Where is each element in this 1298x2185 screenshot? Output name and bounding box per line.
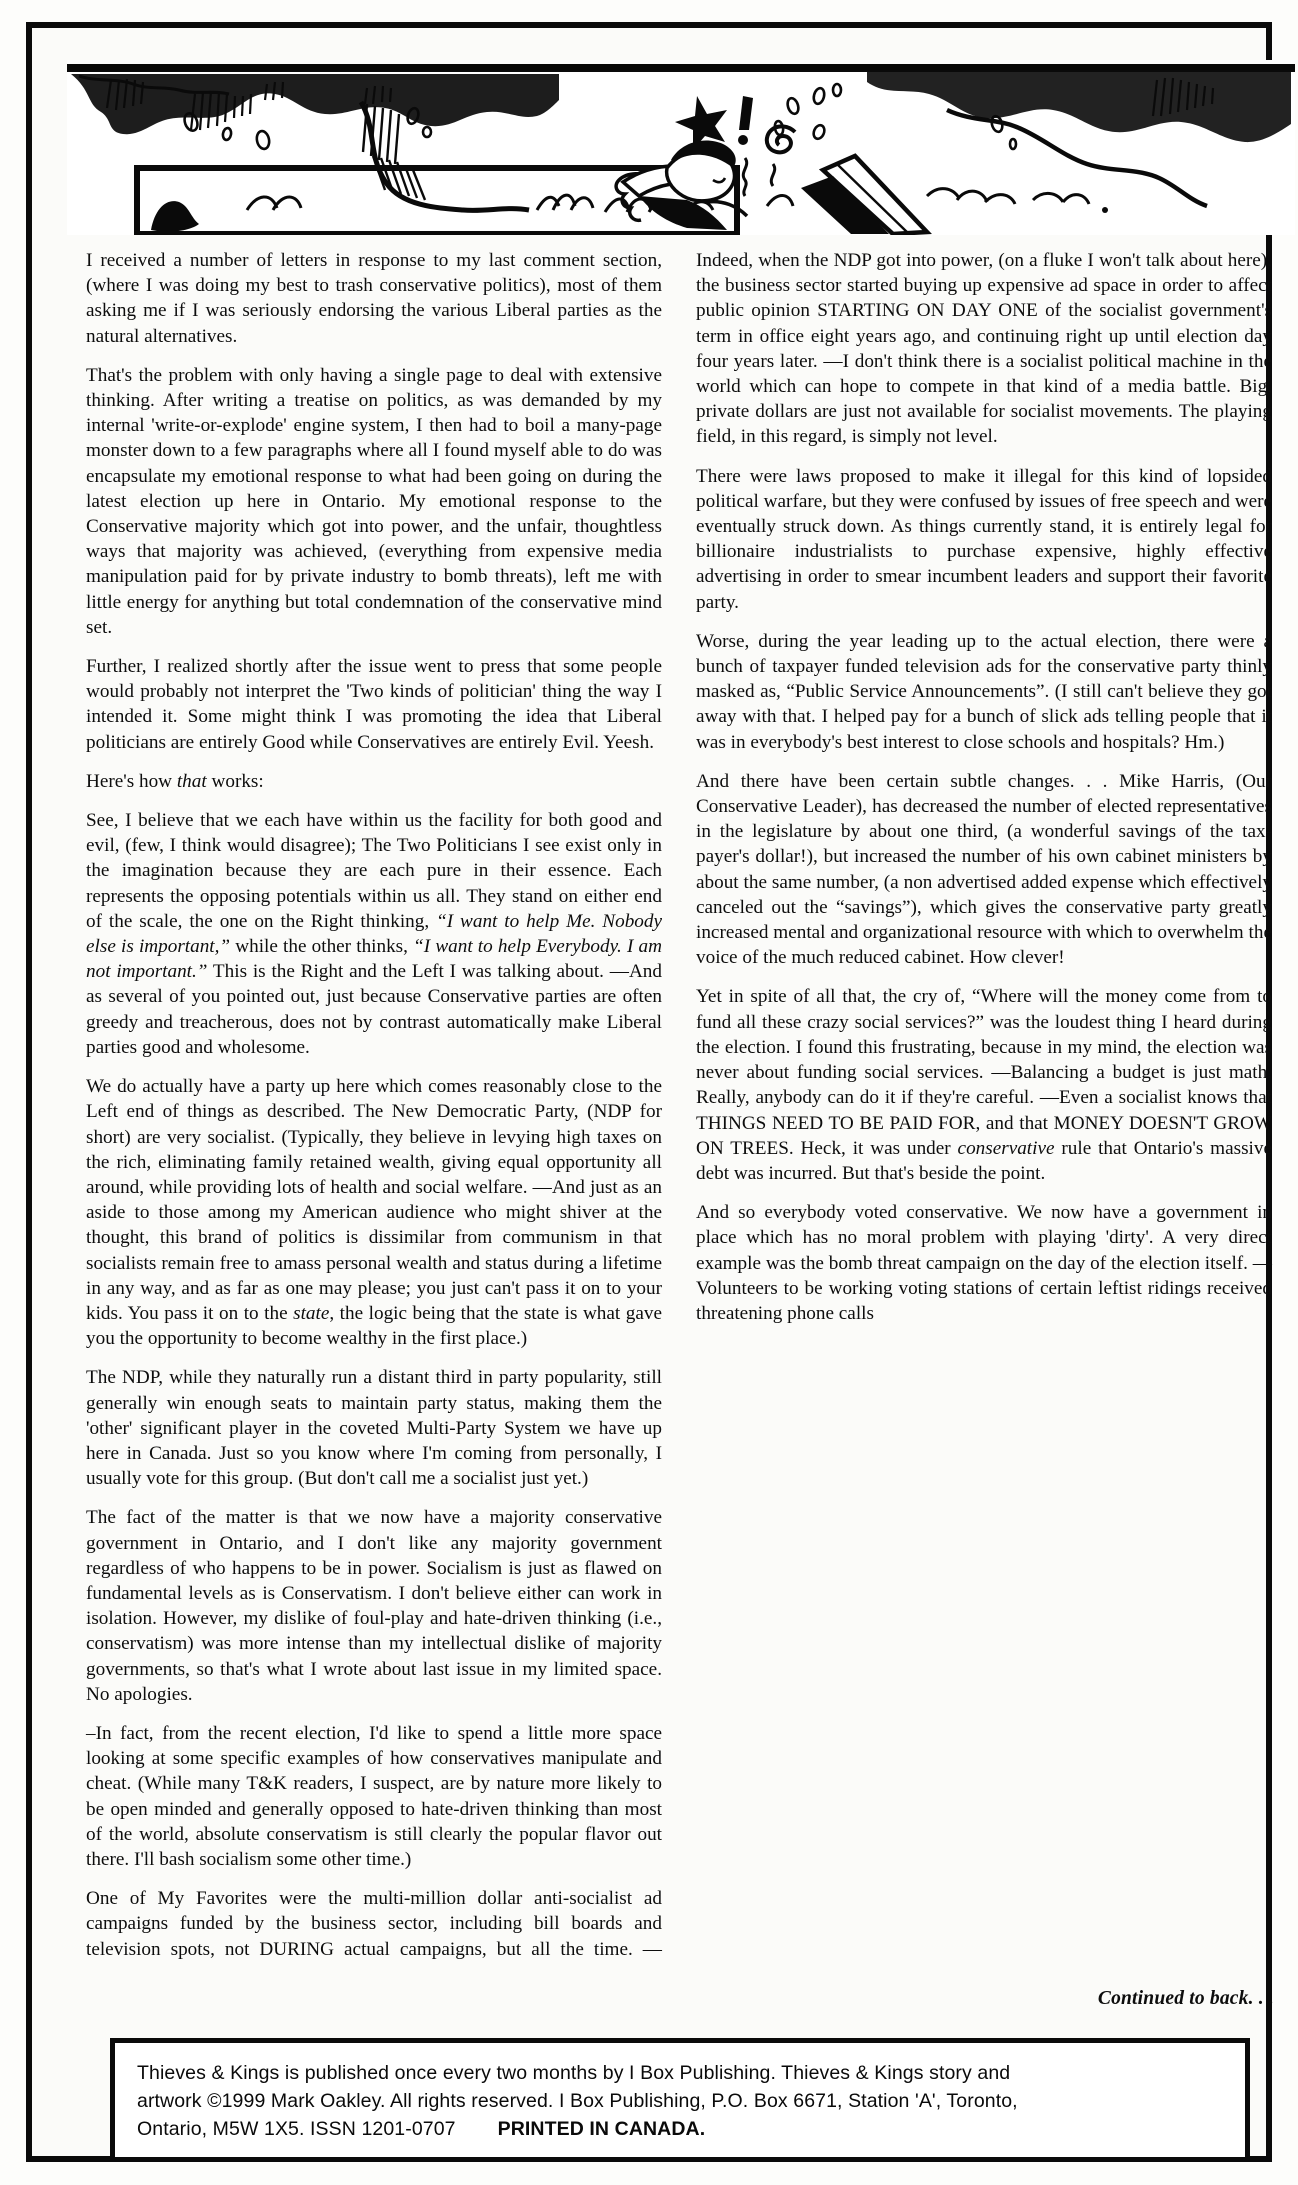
article-paragraph-ndp — [86, 1074, 662, 1351]
article-paragraph: The fact of the matter is that we now have a majority conservative government in Ontario, and I don't like any majority government regardless of who happens to be in power. Socialism is just as flawed on fundamental levels as is Conservatism. I don't believe either can work in isolation. However, my dislike of foul-play and hate-driven thinking (i.e., conservatism) was more intense than my intellectual dislike of majority governments, so that's what I wrote about last issue in my limited space. No apologies. — [86, 1507, 662, 1705]
article-paragraph-trees — [696, 984, 1272, 1186]
here-suffix: works: — [206, 770, 264, 792]
article-paragraph-final: And so everybody voted conservative. We now have a government in place which has no moral problem with playing 'dirty'. A very direct example was the bomb threat campaign on the day of the election itself. —Volunteers to be working voting stations of certain leftist ridings received threatening phone calls — [696, 1202, 1272, 1324]
article-paragraph: That's the problem with only having a single page to deal with extensive thinking. After writing a treatise on politics, as was demanded by my internal 'write-or-explode' engine system, I then had to boil a many-page monster down to a few paragraphs where all I found myself able to do was encapsulate my emotional response to what had been going on during the latest election up here in Ontario. My emotional response to the Conservative majority which got into power, and the unfair, thoughtless ways that majority was achieved, (everything from expensive media manipulation paid for by private industry to bomb threats), left me with little energy for anything but total condemnation of the conservative mind set. — [86, 364, 662, 638]
issn-text: Ontario, M5W 1X5. ISSN 1201-0707 — [137, 2118, 456, 2140]
article-body — [86, 248, 1272, 1966]
politicians-part-1: See, I believe that we each have within us the facility for both good and evil, (few, I think would disagree); The Two Politicians I see exist only in the imagination because they are each pure in their essence. Each represents the opposing potentials within us all. They stand on either end of the scale, the one on the Right thinking, — [86, 810, 662, 932]
article-paragraph: The NDP, while they naturally run a distant third in party popularity, still generally win enough seats to maintain party status, making them the 'other' significant player in the coveted Multi-Party System we have up here in Canada. Just so you know where I'm coming from personally, I usually vote for this group. (But don't call me a socialist just yet.) — [86, 1367, 662, 1490]
article-paragraph: There were laws proposed to make it illegal for this kind of lopsided political warfare, but they were confused by issues of free speech and were eventually struck down. As things currently stand, it is entirely legal for billionaire industrialists to purchase expensive, highly effective advertising in order to smear incumbent leaders and support their favorite party. — [696, 465, 1272, 613]
article-paragraph-here — [86, 769, 662, 794]
article-paragraph: Worse, during the year leading up to the actual election, there were a bunch of taxpayer funded television ads for the conservative party thinly masked as, “Public Service Announcements”. (I still can't believe they got away with that. I helped pay for a bunch of slick ads telling people that it was in everybody's best interest to close schools and hospitals? Hm.) — [696, 630, 1272, 753]
comic-illustration-banner — [67, 60, 1295, 235]
article-paragraph: One of My Favorites were the multi-million dollar anti-socialist ad campaigns funded by the business sector, including bill boards and television spots, not DURING actual campaigns, but all the time. —Indeed, when the NDP got into power, (on a fluke I won't talk about here), the business sector started buying up expensive ad space in order to affect public opinion STARTING ON DAY ONE of the socialist government's term in office eight years ago, and continuing right up until election day four years later. —I don't think there is a socialist political machine in the world which can hope to compete in that kind of a media battle. Big, private dollars are just not available for socialist movements. The playing field, in this regard, is simply not level. — [86, 250, 1272, 1960]
trees-part-1: Yet in spite of all that, the cry of, “Where will the money come from to fund all these crazy social services?” was the loudest thing I heard during the election. I found this frustrating, because in my mind, the election was never about funding social services. —Balancing a budget is just math. Really, anybody can do it if they're careful. —Even a socialist knows that THINGS NEED TO BE PAID FOR, and that MONEY DOESN'T GROW ON TREES. Heck, it was under — [696, 986, 1272, 1159]
page-inner-content — [64, 56, 1298, 2184]
continued-to-back-label: Continued to back. . . — [1097, 1988, 1274, 2009]
trees-part-2: rule that Ontario's massive debt was incurred. But that's beside the point. — [696, 1137, 1272, 1184]
publication-line-1: Thieves & Kings is published once every two months by I Box Publishing. Thieves & Kings story and — [137, 2062, 1011, 2084]
article-paragraph: –In fact, from the recent election, I'd like to spend a little more space looking at some specific examples of how conservatives manipulate and cheat. (While many T&K readers, I suspect, are by nature more likely to be open minded and generally opposed to hate-driven thinking than most of the world, absolute conservatism is still clearly the popular flavor out there. I'll bash socialism some other time.) — [86, 1722, 662, 1870]
article-paragraph: And there have been certain subtle changes. . . Mike Harris, (Our Conservative Leader), has decreased the number of elected representatives in the legislature by about one third, (a wonderful savings of the tax-payer's dollar!), but increased the number of his own cabinet ministers by about the same number, (a non advertised added expense which effectively canceled out the “savings”), which gives the conservative party greatly increased mental and organizational resource with which to overwhelm the voice of the much reduced cabinet. How clever! — [696, 770, 1272, 969]
politicians-quote-left: “I want to help Everybody. I am not important.” — [86, 936, 663, 983]
publication-line-3 — [137, 2115, 1223, 2143]
ndp-part-2: , the logic being that the state is what gave you the opportunity to become wealthy in the first place.) — [86, 1302, 662, 1350]
ndp-part-1: We do actually have a party up here which comes reasonably close to the Left end of things as described. The New Democratic Party, (NDP for short) are very socialist. (Typically, they believe in levying high taxes on the rich, eliminating family retained wealth, giving equal opportunity all around, while providing lots of health and social welfare. —And just as an aside to those among my American audience who might shiver at the thought, this brand of politics is dissimilar from communism in that socialists remain free to amass personal wealth and status during a lifetime in any way, and as far as one may please; you just can't pass it on to your kids. You pass it on to the — [86, 1076, 662, 1324]
ndp-emphasis-state: state — [293, 1302, 330, 1324]
printed-in-canada-text: PRINTED IN CANADA. — [497, 2118, 706, 2140]
trees-emphasis-conservative: conservative — [957, 1137, 1055, 1159]
article-paragraph: Further, I realized shortly after the issue went to press that some people would probably not interpret the 'Two kinds of politician' thing the way I intended it. Some might think I was promoting the idea that Liberal politicians are entirely Good while Conservatives are entirely Evil. Yeesh. — [86, 656, 662, 753]
publication-info-box — [110, 2038, 1250, 2162]
politicians-part-2: while the other thinks, — [230, 936, 414, 958]
article-paragraph: I received a number of letters in response to my last comment section, (where I was doing my best to trash conservative politics), most of them asking me if I was seriously endorsing the various Liberal parties as the natural alternatives. — [86, 250, 662, 347]
publication-line-2: artwork ©1999 Mark Oakley. All rights reserved. I Box Publishing, P.O. Box 6671, Station 'A', Toronto, — [137, 2090, 1018, 2112]
here-prefix: Here's how — [86, 770, 177, 792]
politicians-part-3: This is the Right and the Left I was talking about. —And as several of you pointed out, just because Conservative parties are often greedy and treacherous, does not by contrast automatically make Liberal parties good and wholesome. — [86, 961, 662, 1058]
politicians-quote-right: “I want to help Me. Nobody else is important,” — [86, 910, 662, 958]
article-paragraph-politicians — [86, 808, 662, 1060]
page-border-frame — [26, 22, 1272, 2162]
here-emphasis: that — [176, 770, 207, 792]
